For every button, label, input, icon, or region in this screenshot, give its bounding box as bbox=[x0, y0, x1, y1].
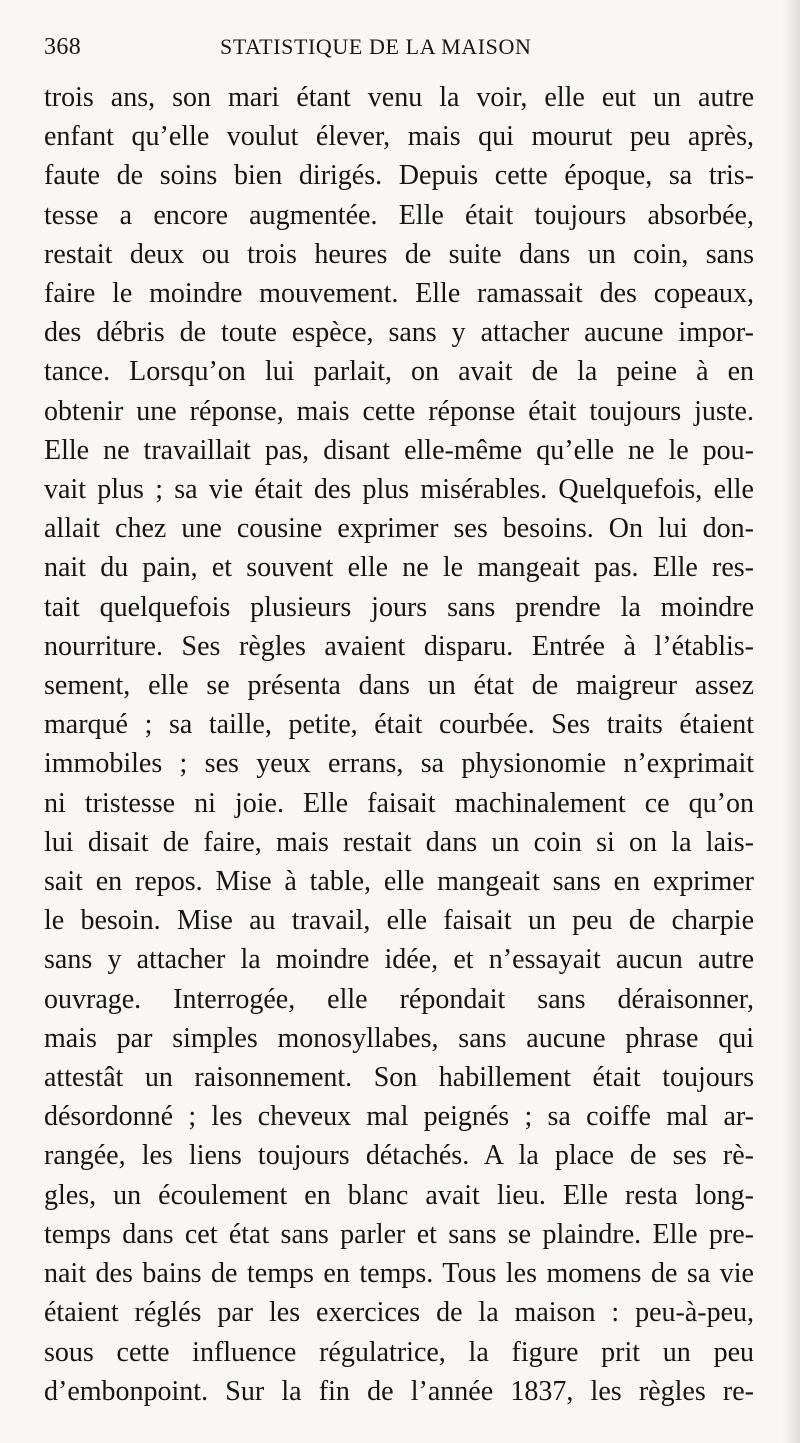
text-line-6: faire le moindre mouvement. Elle ramassait des copeaux, bbox=[44, 278, 754, 310]
text-line-34: d’embonpoint. Sur la fin de l’année 1837, les règles re- bbox=[44, 1375, 754, 1407]
text-line-15: nourriture. Ses règles avaient disparu. Entrée à l’établis- bbox=[44, 630, 754, 662]
text-line-8: tance. Lorsqu’on lui parlait, on avait de la peine à en bbox=[44, 356, 754, 388]
text-line-12: allait chez une cousine exprimer ses besoins. On lui don- bbox=[44, 513, 754, 545]
page-header bbox=[44, 34, 754, 74]
text-line-19: ni tristesse ni joie. Elle faisait machinalement ce qu’on bbox=[44, 787, 754, 819]
text-line-21: sait en repos. Mise à table, elle mangeait sans en exprimer bbox=[44, 866, 754, 898]
text-line-16: sement, elle se présenta dans un état de maigreur assez bbox=[44, 670, 754, 702]
text-line-5: restait deux ou trois heures de suite dans un coin, sans bbox=[44, 238, 754, 270]
page-number: 368 bbox=[44, 34, 82, 60]
text-line-4: tesse a encore augmentée. Elle était toujours absorbée, bbox=[44, 199, 754, 231]
text-line-26: attestât un raisonnement. Son habillement était toujours bbox=[44, 1062, 754, 1094]
text-line-28: rangée, les liens toujours détachés. A la place de ses rè- bbox=[44, 1140, 754, 1172]
text-line-14: tait quelquefois plusieurs jours sans prendre la moindre bbox=[44, 591, 754, 623]
text-line-7: des débris de toute espèce, sans y attacher aucune impor- bbox=[44, 317, 754, 349]
body-text bbox=[44, 78, 754, 1411]
text-line-27: désordonné ; les cheveux mal peignés ; sa coiffe mal ar- bbox=[44, 1101, 754, 1133]
text-line-31: nait des bains de temps en temps. Tous les momens de sa vie bbox=[44, 1258, 754, 1290]
text-line-24: ouvrage. Interrogée, elle répondait sans déraisonner, bbox=[44, 983, 754, 1015]
text-line-30: temps dans cet état sans parler et sans se plaindre. Elle pre- bbox=[44, 1218, 754, 1250]
text-line-3: faute de soins bien dirigés. Depuis cette époque, sa tris- bbox=[44, 160, 754, 192]
text-line-9: obtenir une réponse, mais cette réponse était toujours juste. bbox=[44, 395, 754, 427]
text-line-25: mais par simples monosyllabes, sans aucune phrase qui bbox=[44, 1022, 754, 1054]
page-edge-shadow bbox=[782, 0, 800, 1443]
text-line-13: nait du pain, et souvent elle ne le mangeait pas. Elle res- bbox=[44, 552, 754, 584]
text-line-10: Elle ne travaillait pas, disant elle-même qu’elle ne le pou- bbox=[44, 434, 754, 466]
text-line-11: vait plus ; sa vie était des plus misérables. Quelquefois, elle bbox=[44, 474, 754, 506]
text-line-32: étaient réglés par les exercices de la maison : peu-à-peu, bbox=[44, 1297, 754, 1329]
text-line-17: marqué ; sa taille, petite, était courbée. Ses traits étaient bbox=[44, 709, 754, 741]
text-line-23: sans y attacher la moindre idée, et n’essayait aucun autre bbox=[44, 944, 754, 976]
text-line-2: enfant qu’elle voulut élever, mais qui mourut peu après, bbox=[44, 121, 754, 153]
text-line-22: le besoin. Mise au travail, elle faisait un peu de charpie bbox=[44, 905, 754, 937]
text-line-18: immobiles ; ses yeux errans, sa physionomie n’exprimait bbox=[44, 748, 754, 780]
text-line-33: sous cette influence régulatrice, la figure prit un peu bbox=[44, 1336, 754, 1368]
text-line-29: gles, un écoulement en blanc avait lieu. Elle resta long- bbox=[44, 1179, 754, 1211]
text-line-1: trois ans, son mari étant venu la voir, elle eut un autre bbox=[44, 82, 754, 113]
running-title: STATISTIQUE DE LA MAISON bbox=[220, 34, 532, 59]
text-line-20: lui disait de faire, mais restait dans un coin si on la lais- bbox=[44, 826, 754, 858]
